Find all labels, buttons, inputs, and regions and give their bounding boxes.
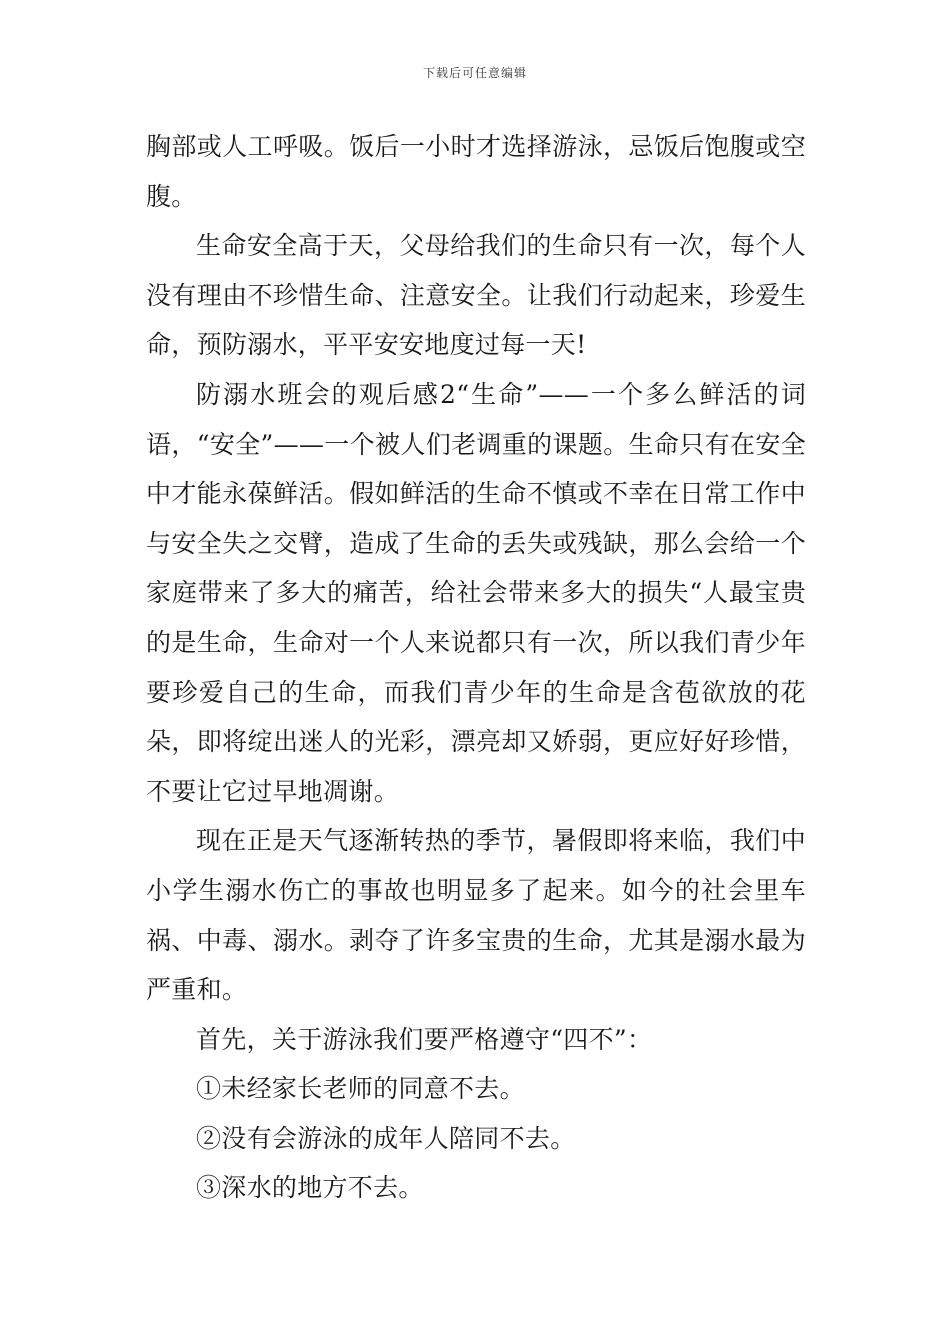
list-item-rule-3: ③深水的地方不去。 xyxy=(196,1173,424,1203)
page-header: 下载后可任意编辑 xyxy=(422,66,527,80)
paragraph-continuation: 胸部或人工呼吸。饭后一小时才选择游泳，忌饭后饱腹或空腹。 xyxy=(146,132,806,211)
paragraph-reflection-2: 防溺水班会的观后感2“生命”——一个多么鲜活的词语，“安全”——一个被人们老调重的课题。生命只有在安全中才能永葆鲜活。假如鲜活的生命不慎或不幸在日常工作中与安全失之交臂，造成了生命的丢失或残缺，那么会给一个家庭带来了多大的痛苦，给社会带来多大的损失“人最宝贵的是生命，生命对一个人来说都只有一次，所以我们青少年要珍爱自己的生命，而我们青少年的生命是含苞欲放的花朵，即将绽出迷人的光彩，漂亮却又娇弱，更应好好珍惜，不要让它过早地凋谢。 xyxy=(146,379,806,806)
paragraph-life-safety: 生命安全高于天，父母给我们的生命只有一次，每个人没有理由不珍惜生命、注意安全。让我们行动起来，珍爱生命，预防溺水，平平安安地度过每一天! xyxy=(146,231,806,360)
list-item-rule-2: ②没有会游泳的成年人陪同不去。 xyxy=(196,1123,576,1153)
document-body xyxy=(146,122,806,1213)
list-item-rule-1: ①未经家长老师的同意不去。 xyxy=(196,1074,525,1104)
paragraph-summer-season: 现在正是天气逐渐转热的季节，暑假即将来临，我们中小学生溺水伤亡的事故也明显多了起来。如今的社会里车祸、中毒、溺水。剥夺了许多宝贵的生命，尤其是溺水最为严重和。 xyxy=(146,826,806,1005)
paragraph-four-rules-intro: 首先，关于游泳我们要严格遵守“四不”： xyxy=(196,1024,653,1054)
